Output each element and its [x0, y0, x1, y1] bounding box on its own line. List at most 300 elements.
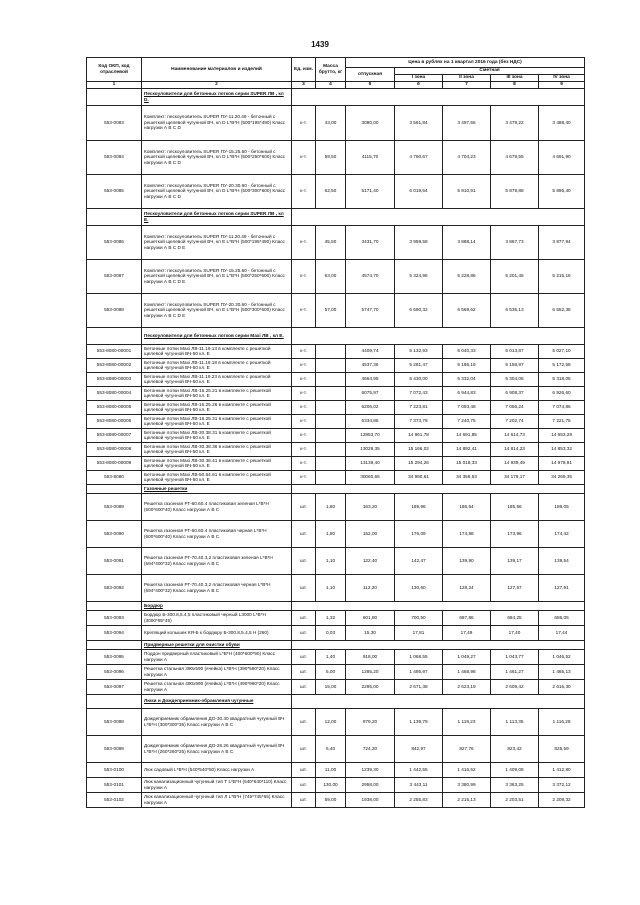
release-price: 979,20: [346, 708, 395, 735]
section-row: [87, 694, 585, 708]
section-title: Газонные решетки: [142, 484, 292, 493]
release-price: 1239,30: [346, 762, 395, 777]
item-mass: [316, 386, 346, 400]
item-name: Бетонные лотки Maxi ЛВ-11.19.23 в комплекте с решеткой щелевой чугунной ВЧ-50 кл. E: [142, 372, 292, 386]
zone-4-price: 2 209,32: [539, 792, 585, 807]
table-row: [87, 520, 585, 547]
zone-1-price: 6 690,32: [395, 293, 443, 327]
page-number: 1439: [311, 40, 329, 49]
section-title: Люки и Дождеприемник-обрамления чугунные: [142, 694, 292, 708]
item-name: Люк канализационный чугунный тип Т L*B*H (640*640*110) Класс нагрузки А: [142, 777, 292, 792]
release-price: 2958,00: [346, 777, 395, 792]
section-code-cell: [87, 327, 142, 344]
section-filler: [292, 88, 585, 105]
zone-4-price: 1 412,80: [539, 762, 585, 777]
item-unit: шт.: [292, 708, 316, 735]
zone-3-price: 3 479,22: [491, 105, 539, 140]
zone-3-price: 2 609,42: [491, 679, 539, 694]
section-title: Пескоуловители для бетонных лотков серии SUPER ЛВ , кл E.: [142, 208, 292, 225]
zone-3-price: 7 202,74: [491, 414, 539, 428]
zone-1-price: 15 294,26: [395, 456, 443, 470]
item-code: 553-0089: [87, 493, 142, 520]
zone-2-price: 1 119,23: [443, 708, 491, 735]
zone-3-price: 5 013,87: [491, 344, 539, 358]
header-zone-4: IV зона: [539, 75, 585, 82]
section-row: [87, 208, 585, 225]
item-code: 553-0083: [87, 105, 142, 140]
zone-4-price: 686,05: [539, 610, 585, 625]
table-row: [87, 735, 585, 762]
item-unit: к-т.: [292, 344, 316, 358]
item-name: Решетка стальная 390х590 (ячейка) L*B*H (390*590*20) Класс нагрузки А: [142, 664, 292, 679]
col-number: 9: [539, 82, 585, 89]
zone-4-price: 186,05: [539, 493, 585, 520]
item-name: Поддон придверный пластиковый L*B*H (400*600*90) Класс нагрузки А: [142, 649, 292, 664]
zone-2-price: 827,76: [443, 735, 491, 762]
zone-3-price: 4 679,55: [491, 140, 539, 174]
item-name: Комплект: пескоуловитель SUPER ПУ-15.25.60 - бетонный с решеткой щелевой чугунной ВЧ, кл E L*B*H (500*250*600) Класс нагрузки А В С D E: [142, 259, 292, 293]
item-name: Комплект: пескоуловитель SUPER ПУ-20.30.60 - бетонный с решеткой щелевой чугунной ВЧ, кл D L*B*H (500*300*600) Класс нагрузки А В С D: [142, 174, 292, 208]
item-name: Решетка газонная РГ-70.40.3,2 пластиковая зеленая L*B*H (694*400*32) Класс нагрузки А В С: [142, 547, 292, 574]
table-row: [87, 708, 585, 735]
zone-1-price: 7 072,43: [395, 386, 443, 400]
zone-4-price: 825,59: [539, 735, 585, 762]
item-mass: 1,10: [316, 547, 346, 574]
zone-1-price: 3 561,84: [395, 105, 443, 140]
zone-1-price: 15 166,02: [395, 442, 443, 456]
item-unit: к-т.: [292, 140, 316, 174]
table-row: [87, 344, 585, 358]
item-name: Бетонные лотки Maxi ЛВ-11.19.13 в комплекте с решеткой щелевой чугунной ВЧ-50 кл. E: [142, 344, 292, 358]
zone-4-price: 5 172,58: [539, 358, 585, 372]
zone-2-price: 5 910,91: [443, 174, 491, 208]
zone-2-price: 174,88: [443, 520, 491, 547]
section-code-cell: [87, 484, 142, 493]
item-unit: шт.: [292, 610, 316, 625]
item-name: Дождеприемник обрамления ДО-30.30 квадратный чугунный ВЧ L*B*H (300*300*35) Класс нагрузки А В С: [142, 708, 292, 735]
zone-3-price: 139,17: [491, 547, 539, 574]
zone-3-price: 173,96: [491, 520, 539, 547]
item-mass: [316, 442, 346, 456]
item-code: 553-0101: [87, 777, 142, 792]
section-row: [87, 601, 585, 610]
table-row: [87, 649, 585, 664]
item-code: 553-8080: [87, 470, 142, 484]
table-row: [87, 140, 585, 174]
item-unit: шт.: [292, 762, 316, 777]
zone-3-price: 185,56: [491, 493, 539, 520]
item-mass: 5,00: [316, 664, 346, 679]
item-code: 553-0085: [87, 174, 142, 208]
release-price: 12853,70: [346, 428, 395, 442]
item-name: Бетонные лотки Maxi ЛВ-50.64.61 в комплекте с решеткой щелевой чугунной ВЧ-50 кл. E: [142, 470, 292, 484]
zone-2-price: 1 468,98: [443, 664, 491, 679]
col-number: 5: [346, 82, 395, 89]
release-price: 6206,02: [346, 400, 395, 414]
zone-2-price: 3 497,56: [443, 105, 491, 140]
header-estimate-price: Сметная: [395, 68, 585, 75]
release-price: 15,30: [346, 625, 395, 640]
section-filler: [292, 694, 585, 708]
table-row: [87, 105, 585, 140]
item-unit: шт.: [292, 679, 316, 694]
zone-4-price: 1 046,52: [539, 649, 585, 664]
zone-3-price: 1 043,77: [491, 649, 539, 664]
release-price: 3431,70: [346, 225, 395, 259]
table-row: [87, 259, 585, 293]
table-body: [87, 88, 585, 807]
item-code: 553-8080-00004: [87, 386, 142, 400]
section-row: [87, 327, 585, 344]
zone-1-price: 2 671,38: [395, 679, 443, 694]
zone-4-price: 139,54: [539, 547, 585, 574]
table-row: [87, 777, 585, 792]
item-mass: 1,80: [316, 493, 346, 520]
zone-3-price: 5 879,88: [491, 174, 539, 208]
item-code: 553-8080-00002: [87, 358, 142, 372]
zone-2-price: 1 416,52: [443, 762, 491, 777]
item-code: 553-8080-00009: [87, 456, 142, 470]
release-price: 122,40: [346, 547, 395, 574]
section-row: [87, 640, 585, 649]
section-filler: [292, 640, 585, 649]
section-code-cell: [87, 640, 142, 649]
zone-4-price: 7 074,86: [539, 400, 585, 414]
zone-1-price: 5 430,00: [395, 372, 443, 386]
header-price-group: Цена в рублях на 1 квартал 2016 года (без НДС): [346, 58, 585, 68]
zone-2-price: 5 228,86: [443, 259, 491, 293]
section-title: Пескоуловители для бетонных лотков серии Maxi ЛВ , кл E.: [142, 327, 292, 344]
item-code: 553-0097: [87, 679, 142, 694]
item-mass: 11,00: [316, 762, 346, 777]
zone-2-price: 7 240,75: [443, 414, 491, 428]
item-mass: [316, 414, 346, 428]
item-name: Бетонные лотки Maxi ЛВ-30.38.31 в комплекте с решеткой щелевой чугунной ВЧ-50 кл. E: [142, 428, 292, 442]
zone-4-price: 34 269,35: [539, 470, 585, 484]
release-price: 6075,97: [346, 386, 395, 400]
zone-3-price: 5 201,45: [491, 259, 539, 293]
item-code: 553-0088: [87, 293, 142, 327]
item-unit: шт.: [292, 792, 316, 807]
price-table: [86, 57, 585, 808]
zone-3-price: 14 814,23: [491, 442, 539, 456]
section-title: Бордюр: [142, 601, 292, 610]
section-code-cell: [87, 88, 142, 105]
col-number: 3: [292, 82, 316, 89]
header-zone-2: II зона: [443, 75, 491, 82]
zone-2-price: 2 623,19: [443, 679, 491, 694]
item-name: Комплект: пескоуловитель SUPER ПУ-15.25.60 - бетонный с решеткой щелевой чугунной ВЧ, кл D L*B*H (500*250*600) Класс нагрузки А В С D: [142, 140, 292, 174]
item-mass: 0,03: [316, 625, 346, 640]
zone-3-price: 3 867,73: [491, 225, 539, 259]
zone-3-price: 3 363,25: [491, 777, 539, 792]
item-code: 553-8080-00007: [87, 428, 142, 442]
zone-1-price: 14 961,78: [395, 428, 443, 442]
zone-4-price: 5 027,10: [539, 344, 585, 358]
section-row: [87, 484, 585, 493]
item-code: 553-0087: [87, 259, 142, 293]
item-mass: 1,32: [316, 610, 346, 625]
zone-4-price: 17,44: [539, 625, 585, 640]
release-price: 5747,70: [346, 293, 395, 327]
col-number: 2: [142, 82, 292, 89]
table-row: [87, 400, 585, 414]
table-row: [87, 792, 585, 807]
zone-4-price: 6 926,60: [539, 386, 585, 400]
col-number: 7: [443, 82, 491, 89]
table-row: [87, 386, 585, 400]
item-name: Решетка стальная 490х990 (ячейка) L*B*H (490*990*20) Класс нагрузки А: [142, 679, 292, 694]
zone-3-price: 823,42: [491, 735, 539, 762]
zone-1-price: 130,60: [395, 574, 443, 601]
item-name: Дождеприемник обрамления ДО-26.26 квадратный чугунный ВЧ L*B*H (260*260*25) Класс нагрузки А В С: [142, 735, 292, 762]
table-row: [87, 174, 585, 208]
zone-1-price: 1 495,97: [395, 664, 443, 679]
item-code: 553-0084: [87, 140, 142, 174]
zone-2-price: 1 049,27: [443, 649, 491, 664]
zone-4-price: 14 978,91: [539, 456, 585, 470]
table-row: [87, 762, 585, 777]
zone-3-price: 6 908,37: [491, 386, 539, 400]
table-row: [87, 470, 585, 484]
zone-4-price: 4 691,90: [539, 140, 585, 174]
table-row: [87, 679, 585, 694]
release-price: 1285,20: [346, 664, 395, 679]
item-mass: 59,00: [316, 792, 346, 807]
header-code: Код ОКП, код отраслевой: [87, 58, 142, 82]
table-row: [87, 625, 585, 640]
item-mass: 45,50: [316, 225, 346, 259]
zone-3-price: 5 158,97: [491, 358, 539, 372]
table-row: [87, 358, 585, 372]
zone-3-price: 14 939,49: [491, 456, 539, 470]
item-code: 553-0094: [87, 625, 142, 640]
item-code: 553-0092: [87, 574, 142, 601]
zone-4-price: 5 215,16: [539, 259, 585, 293]
item-unit: шт.: [292, 777, 316, 792]
zone-3-price: 1 461,27: [491, 664, 539, 679]
zone-1-price: 176,09: [395, 520, 443, 547]
section-filler: [292, 327, 585, 344]
item-code: 553-0095: [87, 649, 142, 664]
zone-2-price: 5 040,33: [443, 344, 491, 358]
table-row: [87, 442, 585, 456]
release-price: 918,00: [346, 649, 395, 664]
table-row: [87, 414, 585, 428]
item-unit: шт.: [292, 574, 316, 601]
item-name: Решетка газонная РГ-60.60.4 пластиковая черная L*B*H (600*600*40) Класс нагрузки А В С: [142, 520, 292, 547]
release-price: 724,20: [346, 735, 395, 762]
header-zone-3: III зона: [491, 75, 539, 82]
item-name: Бордюр Б-300.8,5.4,5 пластиковый черный L3000 L*B*H (3000*85*45): [142, 610, 292, 625]
item-mass: [316, 344, 346, 358]
item-mass: 12,00: [316, 708, 346, 735]
item-code: 553-0099: [87, 735, 142, 762]
item-code: 553-0086: [87, 225, 142, 259]
zone-3-price: 5 304,05: [491, 372, 539, 386]
zone-3-price: 34 179,17: [491, 470, 539, 484]
zone-1-price: 1 139,79: [395, 708, 443, 735]
item-code: 553-8080-00003: [87, 372, 142, 386]
item-unit: к-т.: [292, 386, 316, 400]
release-price: 112,20: [346, 574, 395, 601]
item-mass: 1,80: [316, 520, 346, 547]
item-code: 553-0096: [87, 664, 142, 679]
zone-3-price: 2 203,51: [491, 792, 539, 807]
zone-3-price: 684,25: [491, 610, 539, 625]
item-code: 553-8080-00001: [87, 344, 142, 358]
table-row: [87, 456, 585, 470]
item-unit: к-т.: [292, 470, 316, 484]
item-name: Решетка газонная РГ-70.40.3,2 пластиковая черная L*B*H (694*400*32) Класс нагрузки А В С: [142, 574, 292, 601]
item-unit: к-т.: [292, 372, 316, 386]
table-row: [87, 293, 585, 327]
zone-2-price: 687,86: [443, 610, 491, 625]
item-mass: [316, 400, 346, 414]
item-name: Бетонные лотки Maxi ЛВ-16.25.26 в комплекте с решеткой щелевой чугунной ВЧ-50 кл. E: [142, 400, 292, 414]
item-mass: [316, 358, 346, 372]
item-mass: 1,40: [316, 649, 346, 664]
zone-1-price: 189,96: [395, 493, 443, 520]
item-unit: шт.: [292, 520, 316, 547]
table-row: [87, 493, 585, 520]
section-code-cell: [87, 694, 142, 708]
zone-1-price: 7 223,81: [395, 400, 443, 414]
section-filler: [292, 601, 585, 610]
item-mass: [316, 428, 346, 442]
zone-4-price: 174,42: [539, 520, 585, 547]
item-unit: к-т.: [292, 225, 316, 259]
zone-4-price: 3 488,40: [539, 105, 585, 140]
release-price: 4664,95: [346, 372, 395, 386]
header-unit: Ед. изм.: [292, 58, 316, 82]
release-price: 30060,65: [346, 470, 395, 484]
zone-2-price: 5 186,19: [443, 358, 491, 372]
col-number: 6: [395, 82, 443, 89]
zone-1-price: 1 442,55: [395, 762, 443, 777]
zone-2-price: 14 892,41: [443, 442, 491, 456]
item-mass: 59,50: [316, 140, 346, 174]
zone-4-price: 127,91: [539, 574, 585, 601]
zone-2-price: 3 888,14: [443, 225, 491, 259]
table-row: [87, 574, 585, 601]
zone-4-price: 6 552,38: [539, 293, 585, 327]
zone-2-price: 15 018,33: [443, 456, 491, 470]
zone-2-price: 139,90: [443, 547, 491, 574]
table-row: [87, 610, 585, 625]
item-mass: 62,50: [316, 174, 346, 208]
item-name: Бетонные лотки Maxi ЛВ-30.38.41 в комплекте с решеткой щелевой чугунной ВЧ-50 кл. E: [142, 456, 292, 470]
release-price: 3080,00: [346, 105, 395, 140]
table-row: [87, 372, 585, 386]
item-code: 553-0091: [87, 547, 142, 574]
item-unit: к-т.: [292, 442, 316, 456]
section-filler: [292, 208, 585, 225]
item-name: Бетонные лотки Maxi ЛВ-16.25.31 в комплекте с решеткой щелевой чугунной ВЧ-50 кл. E: [142, 414, 292, 428]
zone-2-price: 6 944,83: [443, 386, 491, 400]
zone-3-price: 17,40: [491, 625, 539, 640]
item-name: Комплект: пескоуловитель SUPER ПУ-11.20.49 - бетонный с решеткой щелевой чугунной ВЧ, кл D L*B*H (500*195*490) Класс нагрузки А В С D: [142, 105, 292, 140]
item-mass: 6,40: [316, 735, 346, 762]
zone-2-price: 5 332,04: [443, 372, 491, 386]
zone-1-price: 842,97: [395, 735, 443, 762]
item-code: 553-0098: [87, 708, 142, 735]
item-name: Крепящий колышек КЯ-Б к бордюру Б-300.8,5.4,5 H (260): [142, 625, 292, 640]
item-name: Бетонные лотки Maxi ЛВ-16.25.21 в комплекте с решеткой щелевой чугунной ВЧ-50 кл. E: [142, 386, 292, 400]
item-mass: [316, 470, 346, 484]
item-mass: [316, 372, 346, 386]
zone-1-price: 4 790,67: [395, 140, 443, 174]
zone-4-price: 5 318,05: [539, 372, 585, 386]
zone-3-price: 7 056,24: [491, 400, 539, 414]
zone-1-price: 3 443,11: [395, 777, 443, 792]
item-code: 553-0093: [87, 610, 142, 625]
release-price: 13029,35: [346, 442, 395, 456]
item-unit: шт.: [292, 625, 316, 640]
item-unit: к-т.: [292, 259, 316, 293]
zone-1-price: 5 132,93: [395, 344, 443, 358]
zone-1-price: 17,81: [395, 625, 443, 640]
header-mass: Масса брутто, кг: [316, 58, 346, 82]
item-unit: к-т.: [292, 456, 316, 470]
item-code: 553-8080-00006: [87, 414, 142, 428]
item-unit: шт.: [292, 547, 316, 574]
zone-2-price: 34 359,53: [443, 470, 491, 484]
release-price: 4537,36: [346, 358, 395, 372]
zone-4-price: 14 653,29: [539, 428, 585, 442]
zone-1-price: 34 990,61: [395, 470, 443, 484]
item-unit: шт.: [292, 664, 316, 679]
zone-3-price: 127,57: [491, 574, 539, 601]
item-code: 553-0100: [87, 762, 142, 777]
zone-2-price: 6 569,62: [443, 293, 491, 327]
zone-4-price: 2 616,30: [539, 679, 585, 694]
release-price: 1938,00: [346, 792, 395, 807]
item-mass: 43,00: [316, 105, 346, 140]
section-code-cell: [87, 208, 142, 225]
item-unit: к-т.: [292, 358, 316, 372]
item-mass: [316, 456, 346, 470]
header-release-price: отпускная: [346, 68, 395, 82]
zone-1-price: 3 959,58: [395, 225, 443, 259]
zone-2-price: 3 380,99: [443, 777, 491, 792]
table-row: [87, 225, 585, 259]
item-unit: шт.: [292, 493, 316, 520]
item-mass: 1,10: [316, 574, 346, 601]
zone-1-price: 5 281,47: [395, 358, 443, 372]
item-unit: к-т.: [292, 428, 316, 442]
zone-2-price: 186,54: [443, 493, 491, 520]
section-row: [87, 88, 585, 105]
section-filler: [292, 484, 585, 493]
item-name: Бетонные лотки Maxi ЛВ-11.19.18 в комплекте с решеткой щелевой чугунной ВЧ-50 кл. E: [142, 358, 292, 372]
release-price: 5171,40: [346, 174, 395, 208]
zone-1-price: 142,47: [395, 547, 443, 574]
section-title: Придверные решетки для очистки обуви: [142, 640, 292, 649]
zone-1-price: 6 019,54: [395, 174, 443, 208]
item-code: 553-8080-00005: [87, 400, 142, 414]
item-name: Комплект: пескоуловитель SUPER ПУ-11.20.49 - бетонный с решеткой щелевой чугунной ВЧ, кл E L*B*H (500*195*490) Класс нагрузки А В С D E: [142, 225, 292, 259]
item-unit: шт.: [292, 649, 316, 664]
item-mass: 63,00: [316, 259, 346, 293]
table-row: [87, 664, 585, 679]
col-number: 1: [87, 82, 142, 89]
item-name: Люк садовый L*B*H (540*540*50) Класс нагрузки А: [142, 762, 292, 777]
zone-1-price: 5 324,96: [395, 259, 443, 293]
zone-2-price: 2 215,13: [443, 792, 491, 807]
section-code-cell: [87, 601, 142, 610]
release-price: 6334,85: [346, 414, 395, 428]
